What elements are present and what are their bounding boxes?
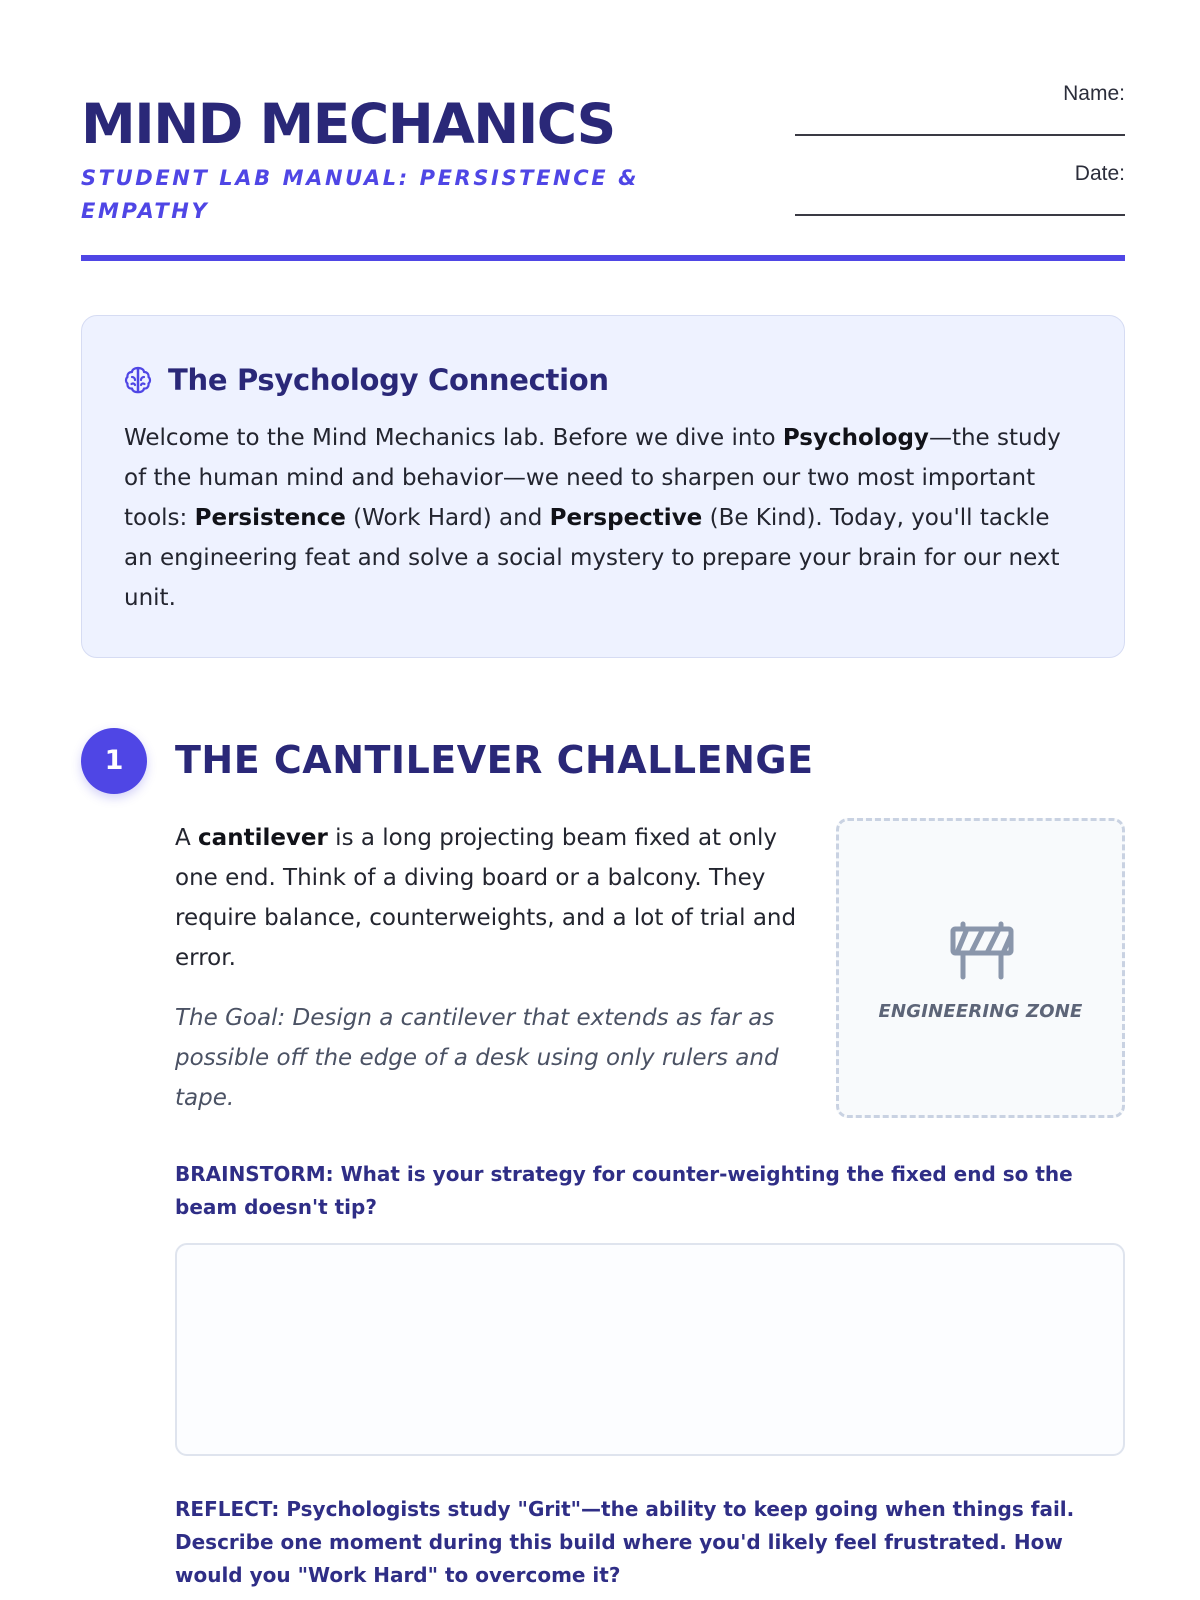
intro-title: The Psychology Connection [168, 363, 609, 397]
term-psychology: Psychology [782, 425, 929, 451]
intro-text-part: Welcome to the Mind Mechanics lab. Before we dive into [124, 425, 783, 451]
term-persistence: Persistence [194, 505, 346, 531]
brainstorm-answer-field[interactable] [175, 1243, 1125, 1456]
brain-icon [122, 364, 154, 396]
name-line [795, 134, 1125, 136]
student-info [795, 80, 1125, 240]
desc-part: A [175, 825, 199, 851]
reflect-prompt: REFLECT: Psychologists study "Grit"—the ability to keep going when things fail. Describe one moment during this build where you'd likely feel frustrated. How would you "Work Hard" to overcome it? [175, 1497, 1075, 1587]
intro-card [81, 315, 1125, 658]
road-barrier-icon [949, 921, 1015, 981]
engineering-zone [836, 818, 1125, 1118]
intro-header [122, 360, 609, 400]
section-description [175, 818, 805, 978]
term-perspective: Perspective [549, 505, 703, 531]
term-cantilever: cantilever [198, 825, 328, 851]
name-label: Name: [1063, 82, 1125, 105]
section-goal: The Goal: Design a cantilever that extends as far as possible off the edge of a desk using only rulers and tape. [175, 1005, 779, 1111]
section-number-badge: 1 [81, 728, 147, 794]
engineering-zone-label: ENGINEERING ZONE [878, 1001, 1083, 1022]
page-subtitle: STUDENT LAB MANUAL: PERSISTENCE & EMPATHY [81, 166, 640, 223]
intro-text-part: —the study of the human mind and behavior—we need to sharpen our two most important tools: [124, 425, 1061, 531]
intro-text-part: (Be Kind). Today, you'll tackle an engineering feat and solve a social mystery to prepare your brain for our next unit. [124, 505, 1060, 611]
page-header [81, 80, 1125, 262]
date-label: Date: [1074, 162, 1125, 185]
intro-text [124, 418, 1064, 618]
brainstorm-prompt: BRAINSTORM: What is your strategy for counter-weighting the fixed end so the beam doesn't tip? [175, 1162, 1073, 1219]
page-title: MIND MECHANICS [81, 92, 615, 156]
section-title: THE CANTILEVER CHALLENGE [175, 738, 814, 782]
intro-text-part: (Work Hard) and [345, 505, 550, 531]
desc-part: is a long projecting beam fixed at only one end. Think of a diving board or a balcony. They require balance, counterweights, and a lot of trial and error. [175, 825, 797, 971]
date-line [795, 214, 1125, 216]
header-divider [81, 255, 1125, 261]
